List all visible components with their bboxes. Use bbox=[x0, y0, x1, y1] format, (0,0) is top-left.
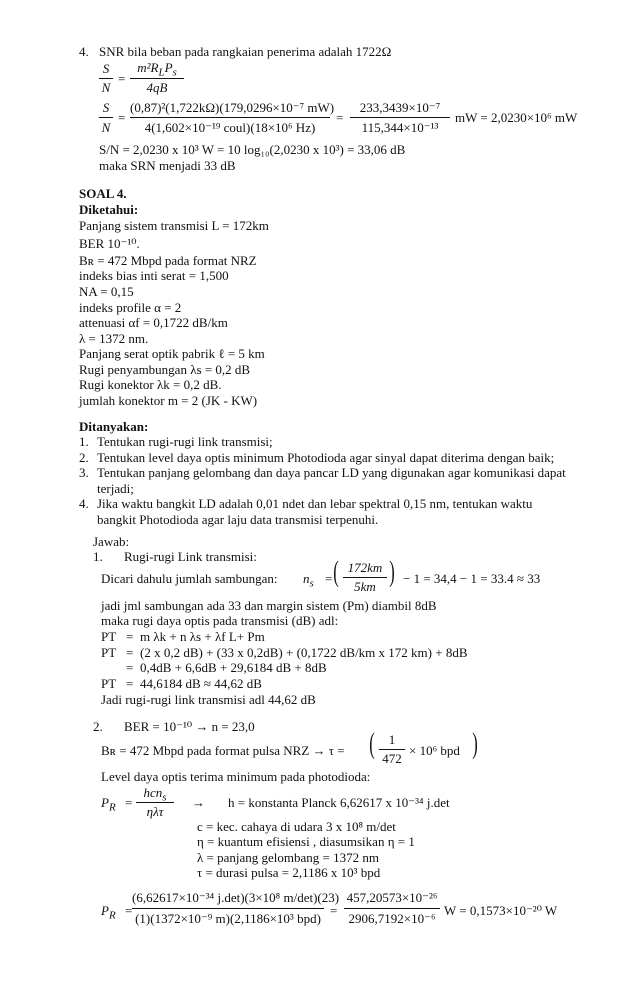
pt-expression: m λk + n λs + λf L+ Pm bbox=[140, 629, 265, 644]
given-item: indeks profile α = 2 bbox=[79, 300, 182, 315]
frac-den: ηλτ bbox=[146, 804, 164, 819]
frac-num: hcn$_s$ bbox=[143, 785, 167, 804]
equals: = bbox=[126, 645, 134, 660]
paren-left: ( bbox=[333, 555, 339, 588]
given-item: attenuasi αf = 0,1722 dB/km bbox=[79, 315, 228, 330]
equals: = bbox=[118, 71, 126, 86]
paren-right: ) bbox=[472, 727, 478, 760]
equals: = bbox=[325, 571, 333, 586]
question-text: Jika waktu bangkit LD adalah 0,01 ndet dan lebar spektral 0,15 nm, tentukan waktu bbox=[97, 496, 533, 511]
paren-right: ) bbox=[389, 555, 395, 588]
definition: h = konstanta Planck 6,62617 x 10⁻³⁴ j.det bbox=[228, 795, 450, 810]
question-text: Tentukan level daya optis minimum Photodioda agar sinyal dapat diterima dengan baik; bbox=[97, 450, 555, 465]
explanation-line: jadi jml sambungan ada 33 dan margin sistem (Pm) diambil 8dB bbox=[101, 598, 437, 613]
definition: η = kuantum efisiensi , diasumsikan η = 1 bbox=[197, 834, 415, 849]
part-number: 1. bbox=[93, 549, 103, 564]
pt-label: PT bbox=[101, 629, 117, 644]
definition: λ = panjang gelombang = 1372 nm bbox=[197, 850, 379, 865]
given-item: λ = 1372 nm. bbox=[79, 331, 149, 346]
equals: = bbox=[125, 795, 133, 810]
pr-symbol: $P_R$ bbox=[101, 903, 116, 922]
given-item: Panjang sistem transmisi L = 172km bbox=[79, 218, 269, 233]
pt-expression: (2 x 0,2 dB) + (33 x 0,2dB) + (0,1722 dB/km x 172 km) + 8dB bbox=[140, 645, 468, 660]
frac-den: 115,344×10⁻¹³ bbox=[361, 120, 439, 135]
question-number: 1. bbox=[79, 434, 89, 449]
br-text: Bʀ = 472 Mbpd pada format pulsa NRZ → τ = bbox=[101, 743, 345, 758]
explanation-line: maka rugi daya optis pada transmisi (dB) adl: bbox=[101, 613, 339, 628]
final-result: W = 0,1573×10⁻²⁰ W bbox=[444, 903, 558, 918]
question-number: 4. bbox=[79, 496, 89, 511]
frac-num: 233,3439×10⁻⁷ bbox=[359, 100, 441, 115]
frac-den: 4(1,602×10⁻¹⁹ coul)(18×10⁶ Hz) bbox=[144, 120, 316, 135]
frac-den: (1)(1372×10⁻⁹ m)(2,1186×10³ bpd) bbox=[135, 911, 321, 926]
given-item: Bʀ = 472 Mbpd pada format NRZ bbox=[79, 253, 257, 268]
level-text: Level daya optis terima minimum pada photodioda: bbox=[101, 769, 371, 784]
definition: τ = durasi pulsa = 2,1186 x 10³ bpd bbox=[197, 865, 381, 880]
frac-num: 1 bbox=[388, 732, 396, 747]
pr-symbol: $P_R$ bbox=[101, 795, 116, 814]
result: mW = 2,0230×10⁶ mW bbox=[455, 110, 578, 125]
question-text: Tentukan panjang gelombang dan daya pancar LD yang digunakan agar komunikasi dapat bbox=[97, 465, 566, 480]
jawab-heading: Jawab: bbox=[93, 534, 130, 549]
pt-expression: 0,4dB + 6,6dB + 29,6184 dB + 8dB bbox=[140, 660, 327, 675]
pt-label: PT bbox=[101, 645, 117, 660]
given-item: Panjang serat optik pabrik ℓ = 5 km bbox=[79, 346, 265, 361]
ber-line: BER = 10⁻¹⁰ → n = 23,0 bbox=[124, 719, 255, 734]
frac-den: 5km bbox=[354, 579, 376, 594]
frac-den: 4qB bbox=[146, 80, 168, 95]
question-number: 2. bbox=[79, 450, 89, 465]
frac-num: 172km bbox=[347, 560, 383, 575]
equals: = bbox=[125, 903, 133, 918]
dicari-text: Dicari dahulu jumlah sambungan: bbox=[101, 571, 278, 586]
ns-symbol: $n_s$ bbox=[303, 571, 314, 590]
given-item: Rugi konektor λk = 0,2 dB. bbox=[79, 377, 222, 392]
frac-num: $m^2R_LP_s$ bbox=[137, 60, 177, 79]
given-item: Rugi penyambungan λs = 0,2 dB bbox=[79, 362, 251, 377]
frac-num: S bbox=[102, 100, 110, 115]
equals: = bbox=[126, 660, 134, 675]
paren-left: ( bbox=[369, 727, 375, 760]
frac-den: N bbox=[101, 120, 111, 135]
definition: c = kec. cahaya di udara 3 x 10⁸ m/det bbox=[197, 819, 396, 834]
conclusion: maka SRN menjadi 33 dB bbox=[99, 158, 236, 173]
frac-num: (0,87)²(1,722kΩ)(179,0296×10⁻⁷ mW) bbox=[130, 100, 335, 115]
item-number: 4. bbox=[79, 44, 89, 59]
diketahui-heading: Diketahui: bbox=[79, 202, 139, 217]
pt-label: PT bbox=[101, 676, 117, 691]
sn-line: S/N = 2,0230 x 10³ W = 10 log₁₀(2,0230 x 10³) = 33,06 dB bbox=[99, 142, 406, 157]
given-item: jumlah konektor m = 2 (JK - KW) bbox=[79, 393, 258, 408]
pt-expression: 44,6184 dB ≈ 44,62 dB bbox=[140, 676, 262, 691]
frac-den: 472 bbox=[382, 751, 402, 766]
question-number: 3. bbox=[79, 465, 89, 480]
frac-num: S bbox=[102, 61, 110, 76]
equals: = bbox=[336, 110, 344, 125]
frac-num: 457,20573×10⁻²⁶ bbox=[346, 890, 438, 905]
question-text: Tentukan rugi-rugi link transmisi; bbox=[97, 434, 273, 449]
given-item: BER 10⁻¹⁰. bbox=[79, 236, 140, 251]
splice-result: − 1 = 34,4 − 1 = 33.4 ≈ 33 bbox=[403, 571, 541, 586]
question-text: bangkit Photodioda agar laju data transmisi terpenuhi. bbox=[97, 512, 379, 527]
frac-den: N bbox=[101, 80, 111, 95]
equals: = bbox=[126, 676, 134, 691]
part-number: 2. bbox=[93, 719, 103, 734]
equals: = bbox=[126, 629, 134, 644]
part-heading: Rugi-rugi Link transmisi: bbox=[124, 549, 257, 564]
frac-den: 2906,7192×10⁻⁶ bbox=[348, 911, 436, 926]
frac-num: (6,62617×10⁻³⁴ j.det)(3×10⁸ m/det)(23) bbox=[132, 890, 340, 905]
conclusion: Jadi rugi-rugi link transmisi adl 44,62 dB bbox=[101, 692, 316, 707]
given-item: NA = 0,15 bbox=[79, 284, 134, 299]
equals: = bbox=[330, 903, 338, 918]
question-text: terjadi; bbox=[97, 481, 134, 496]
equals: = bbox=[118, 110, 126, 125]
given-item: indeks bias inti serat = 1,500 bbox=[79, 268, 229, 283]
arrow: → bbox=[192, 795, 205, 810]
soal-title: SOAL 4. bbox=[79, 186, 127, 201]
tau-rest: × 10⁶ bpd bbox=[409, 743, 460, 758]
item-text: SNR bila beban pada rangkaian penerima adalah 1722Ω bbox=[99, 44, 392, 59]
ditanyakan-heading: Ditanyakan: bbox=[79, 419, 149, 434]
